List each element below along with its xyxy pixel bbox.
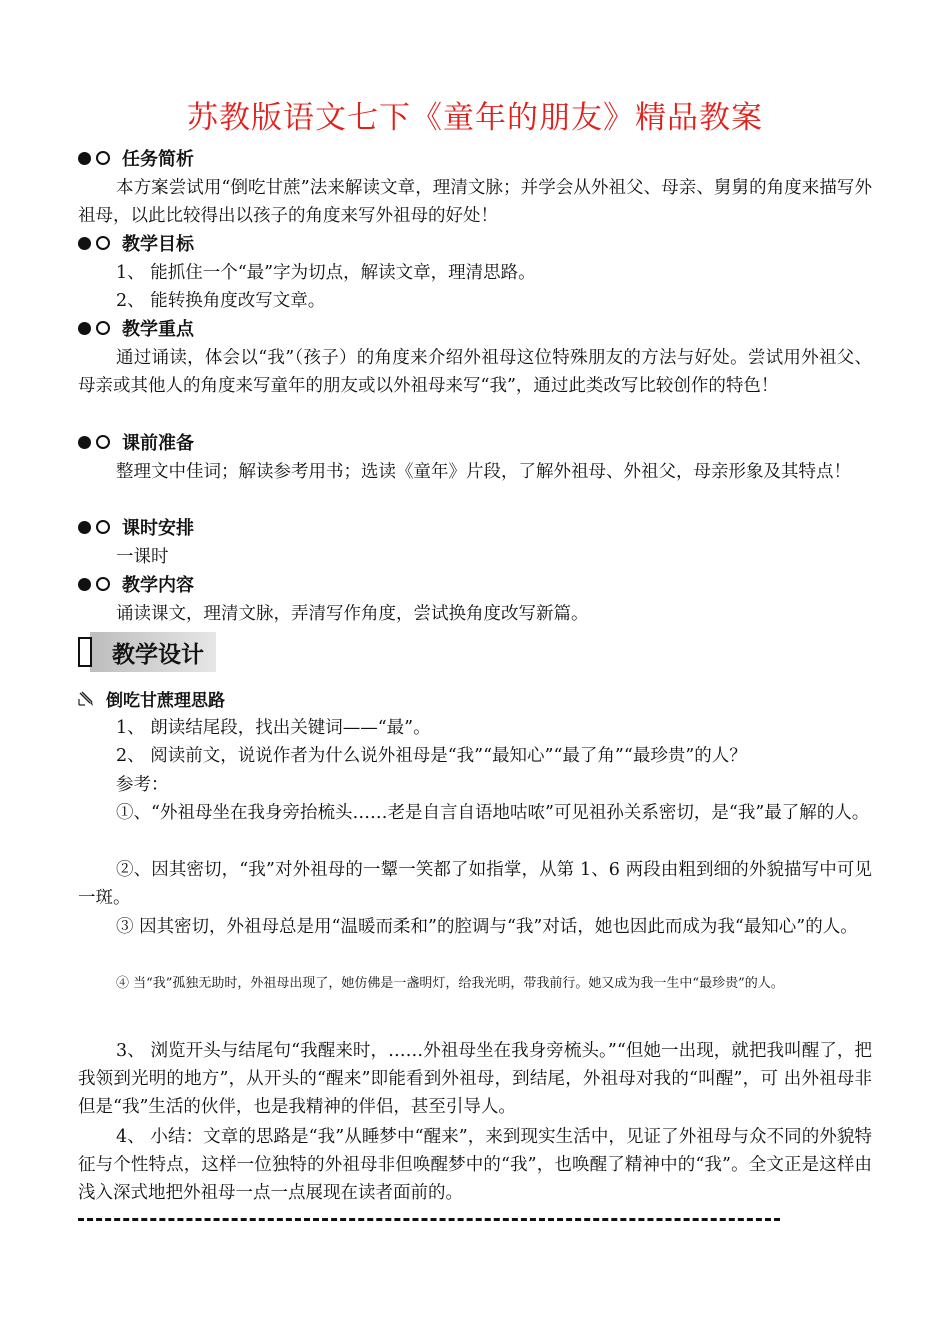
heading-task [78, 146, 194, 170]
heading-prep-label: 课前准备 [122, 433, 194, 454]
heading-content [78, 572, 194, 596]
bullet-icon [78, 151, 110, 165]
bullet-icon [78, 520, 110, 534]
prep-text: 整理文中佳词；解读参考用书；选读《童年》片段，了解外祖母、外祖父，母亲形象及其特点！ [116, 462, 851, 482]
reference-4: ④ 当“我”孤独无助时，外祖母出现了，她仿佛是一盏明灯，给我光明，带我前行。她又成为我一生中“最珍贵”的人。 [116, 976, 784, 991]
bullet-icon [78, 435, 110, 449]
design-title-label: 教学设计 [112, 641, 204, 668]
heading-prep [78, 430, 194, 454]
bullet-icon [78, 321, 110, 335]
bullet-icon [78, 577, 110, 591]
reference-1: ①、“外祖母坐在我身旁抬梳头……老是自言自语地咕哝”可见祖孙关系密切，是“我”最了解的人。 [116, 803, 870, 823]
heading-content-label: 教学内容 [122, 575, 194, 596]
dashed-divider [78, 1218, 780, 1221]
design-item-2: 2、 阅读前文，说说作者为什么说外祖母是“我”“最知心”“最了角”“最珍贵”的人？ [116, 746, 747, 766]
schedule-text: 一课时 [116, 547, 169, 567]
box-icon [78, 637, 92, 667]
page-title: 苏教版语文七下《童年的朋友》精品教案 [187, 100, 763, 136]
design-item-3: 3、 浏览开头与结尾句“我醒来时，……外祖母坐在我身旁梳头。”“但她一出现，就把我叫醒了，把我领到光明的地方”，从开头的“醒来”即能看到外祖母，到结尾，外祖母对我的“叫醒”，可 出外祖母非但是“我”生活的伙伴，也是我精神的伴侣，甚至引导人。 [78, 1041, 872, 1117]
bullet-icon [78, 236, 110, 250]
heading-goals [78, 231, 194, 255]
design-item-1: 1、 朗读结尾段，找出关键词——“最”。 [116, 718, 431, 738]
goal-item-2: 2、 能转换角度改写文章。 [116, 291, 326, 311]
heading-goals-label: 教学目标 [122, 234, 194, 255]
task-text: 本方案尝试用“倒吃甘蔗”法来解读文章，理清文脉；并学会从外祖父、母亲、舅舅的角度来描写外祖母，以此比较得出以孩子的角度来写外祖母的好处！ [78, 178, 872, 226]
focus-text: 通过诵读，体会以“我”（孩子）的角度来介绍外祖母这位特殊朋友的方法与好处。尝试用外祖父、母亲或其他人的角度来写童年的朋友或以外祖母来写“我”，通过此类改写比较创作的特色！ [78, 348, 872, 396]
pencil-icon [78, 690, 96, 708]
heading-focus [78, 316, 194, 340]
heading-task-label: 任务简析 [122, 149, 194, 170]
design-subheading [78, 686, 225, 711]
reference-label: 参考： [116, 775, 169, 795]
design-section-title [78, 632, 218, 672]
reference-2: ②、因其密切，“我”对外祖母的一颦一笑都了如指掌，从第 1、6 两段由粗到细的外貌描写中可见一斑。 [78, 860, 872, 908]
heading-schedule [78, 515, 194, 539]
design-item-4: 4、 小结：文章的思路是“我”从睡梦中“醒来”，来到现实生活中，见证了外祖母与众不同的外貌特征与个性特点，这样一位独特的外祖母非但唤醒梦中的“我”，也唤醒了精神中的“我”。全文正是这样由浅入深式地把外祖母一点一点展现在读者面前的。 [78, 1127, 872, 1203]
heading-focus-label: 教学重点 [122, 319, 194, 340]
heading-schedule-label: 课时安排 [122, 518, 194, 539]
content-text: 诵读课文，理清文脉，弄清写作角度，尝试换角度改写新篇。 [116, 604, 589, 624]
goal-item-1: 1、 能抓住一个“最”字为切点，解读文章，理清思路。 [116, 263, 536, 283]
design-subheading-label: 倒吃甘蔗理思路 [106, 691, 225, 711]
reference-3: ③ 因其密切，外祖母总是用“温暖而柔和”的腔调与“我”对话，她也因此而成为我“最知心”的人。 [116, 917, 858, 937]
